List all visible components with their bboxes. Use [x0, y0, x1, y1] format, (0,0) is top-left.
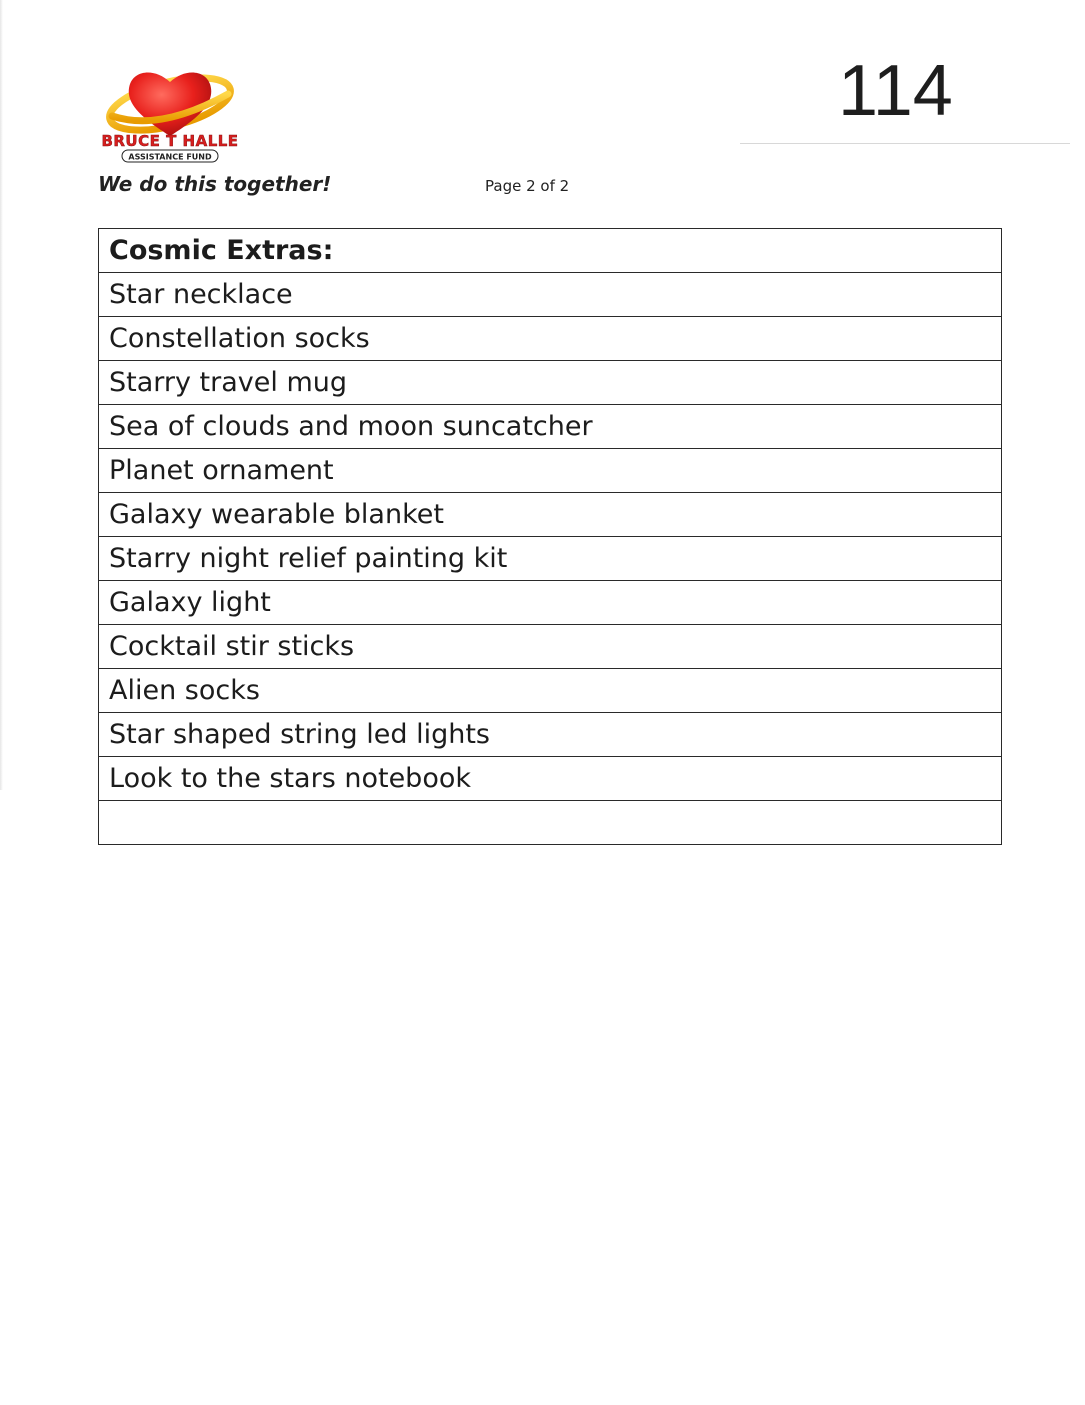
item-cell: Alien socks: [99, 669, 1002, 713]
table-row: [99, 405, 1002, 449]
bruce-t-halle-logo: [100, 62, 240, 164]
item-cell: Cocktail stir sticks: [99, 625, 1002, 669]
item-cell: Planet ornament: [99, 449, 1002, 493]
table-header: Cosmic Extras:: [99, 229, 1002, 273]
logo-subtext: ASSISTANCE FUND: [128, 152, 212, 162]
item-cell: Look to the stars notebook: [99, 757, 1002, 801]
item-cell: Star necklace: [99, 273, 1002, 317]
item-cell: Galaxy light: [99, 581, 1002, 625]
item-cell-empty: [99, 801, 1002, 845]
cosmic-extras-table: [98, 228, 1002, 845]
item-cell: Constellation socks: [99, 317, 1002, 361]
table-row: [99, 273, 1002, 317]
page-indicator: Page 2 of 2: [485, 177, 570, 195]
table-row: [99, 537, 1002, 581]
item-cell: Starry night relief painting kit: [99, 537, 1002, 581]
table-row: [99, 361, 1002, 405]
scan-edge: [0, 0, 3, 790]
table-header-row: [99, 229, 1002, 273]
item-cell: Star shaped string led lights: [99, 713, 1002, 757]
table-row: [99, 581, 1002, 625]
table-row-empty: [99, 801, 1002, 845]
table-row: [99, 669, 1002, 713]
lot-number: 114: [838, 51, 953, 131]
item-cell: Galaxy wearable blanket: [99, 493, 1002, 537]
table-row: [99, 317, 1002, 361]
lot-underline: [740, 143, 1070, 144]
table-row: [99, 625, 1002, 669]
table-row: [99, 713, 1002, 757]
item-cell: Starry travel mug: [99, 361, 1002, 405]
item-cell: Sea of clouds and moon suncatcher: [99, 405, 1002, 449]
tagline: We do this together!: [98, 172, 332, 196]
table-row: [99, 757, 1002, 801]
table-row: [99, 493, 1002, 537]
table-row: [99, 449, 1002, 493]
logo-text: BRUCE T HALLE: [101, 132, 239, 150]
